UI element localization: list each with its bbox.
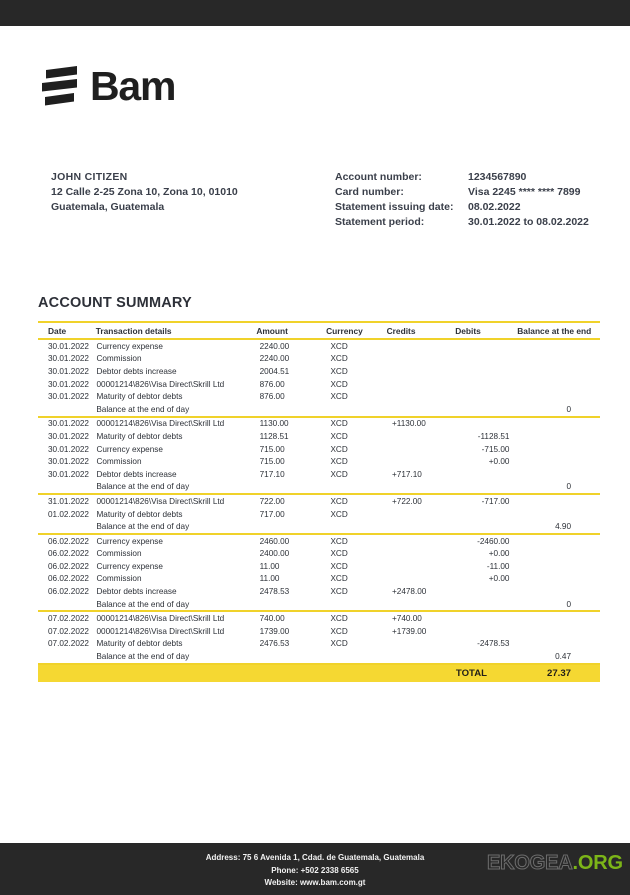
cell-currency: XCD — [330, 457, 348, 467]
cell-details: Commission — [96, 549, 142, 559]
end-of-day-label: Balance at the end of day — [96, 482, 190, 492]
cell-currency: XCD — [330, 366, 348, 376]
cell-date: 06.02.2022 — [48, 574, 89, 584]
cell-date: 07.02.2022 — [48, 626, 89, 636]
cell-amount: 1128.51 — [259, 431, 289, 441]
table-row — [38, 612, 600, 625]
cell-date: 30.01.2022 — [48, 379, 89, 389]
statement-period-label: Statement period: — [335, 215, 425, 228]
cell-debits: +0.00 — [488, 549, 510, 559]
cell-currency: XCD — [330, 536, 348, 546]
cell-details: Debtor debts increase — [96, 366, 177, 376]
cell-currency: XCD — [330, 509, 348, 519]
cell-amount: 715.00 — [259, 457, 285, 467]
cell-currency: XCD — [330, 419, 348, 429]
footer-phone: Phone: +502 2338 6565 — [271, 865, 359, 875]
end-of-day-balance: 0 — [566, 599, 571, 609]
cell-details: Debtor debts increase — [96, 587, 177, 597]
issuing-date-label: Statement issuing date: — [335, 200, 454, 213]
cell-amount: 740.00 — [259, 614, 285, 624]
column-header-credits: Credits — [386, 325, 416, 336]
cell-debits: -715.00 — [481, 444, 510, 454]
cell-amount: 1130.00 — [259, 419, 289, 429]
table-row — [38, 340, 600, 353]
cell-currency: XCD — [330, 639, 348, 649]
total-value: 27.37 — [546, 667, 571, 679]
bank-logo — [40, 63, 176, 110]
table-row — [38, 468, 600, 481]
table-row — [38, 365, 600, 378]
cell-debits: -11.00 — [486, 561, 510, 571]
cell-date: 30.01.2022 — [48, 419, 89, 429]
customer-address-line-2: Guatemala, Guatemala — [51, 200, 165, 213]
cell-currency: XCD — [330, 341, 348, 351]
cell-amount: 717.10 — [259, 469, 285, 479]
column-header-currency: Currency — [326, 325, 363, 336]
customer-address-line-1: 12 Calle 2-25 Zona 10, Zona 10, 01010 — [51, 185, 238, 198]
cell-details: Commission — [96, 457, 142, 467]
total-label: TOTAL — [455, 667, 487, 679]
table-row — [38, 430, 600, 443]
watermark-tld: .ORG — [572, 852, 623, 874]
cell-date: 30.01.2022 — [48, 366, 89, 376]
cell-amount: 2460.00 — [259, 536, 290, 546]
cell-currency: XCD — [330, 574, 348, 584]
end-of-day-label: Balance at the end of day — [96, 404, 190, 414]
cell-date: 06.02.2022 — [48, 561, 89, 571]
cell-amount: 1739.00 — [259, 626, 290, 636]
table-row — [38, 585, 600, 598]
cell-date: 06.02.2022 — [48, 587, 89, 597]
watermark — [487, 853, 623, 873]
end-of-day-row — [38, 598, 600, 611]
customer-block — [51, 170, 238, 215]
table-row — [38, 535, 600, 548]
cell-date: 30.01.2022 — [48, 354, 89, 364]
cell-date: 07.02.2022 — [48, 614, 89, 624]
cell-currency: XCD — [330, 354, 348, 364]
cell-details: Maturity of debtor debts — [96, 639, 183, 649]
cell-currency: XCD — [330, 431, 348, 441]
cell-currency: XCD — [330, 587, 348, 597]
cell-details: Maturity of debtor debts — [96, 431, 183, 441]
watermark-name: EKOGEA — [487, 852, 573, 874]
cell-credits: +1130.00 — [391, 419, 426, 429]
cell-details: 00001214\826\Visa Direct\Skrill Ltd — [96, 419, 225, 429]
cell-amount: 2478.53 — [259, 587, 290, 597]
cell-amount: 876.00 — [259, 379, 285, 389]
cell-currency: XCD — [330, 444, 348, 454]
cell-currency: XCD — [330, 549, 348, 559]
cell-amount: 2400.00 — [259, 549, 290, 559]
card-number-label: Card number: — [335, 185, 404, 198]
total-row — [38, 665, 600, 682]
account-summary-table — [38, 321, 600, 682]
column-header-details: Transaction details — [95, 325, 172, 336]
end-of-day-row — [38, 481, 600, 494]
column-header-amount: Amount — [256, 325, 288, 336]
cell-details: Commission — [96, 354, 142, 364]
table-row — [38, 495, 600, 508]
column-header-debits: Debits — [455, 325, 481, 336]
table-row — [38, 443, 600, 456]
cell-credits: +717.10 — [391, 469, 422, 479]
table-row — [38, 625, 600, 638]
issuing-date-value: 08.02.2022 — [468, 200, 521, 213]
end-of-day-balance: 0 — [566, 482, 571, 492]
cell-credits: +740.00 — [391, 614, 422, 624]
card-number-value: Visa 2245 **** **** 7899 — [468, 185, 581, 198]
cell-date: 30.01.2022 — [48, 392, 89, 402]
table-row — [38, 455, 600, 468]
cell-debits: -1128.51 — [477, 431, 510, 441]
footer-address: Address: 75 6 Avenida 1, Cdad. de Guatemala, Guatemala — [205, 853, 425, 862]
table-row — [38, 548, 600, 561]
cell-amount: 715.00 — [259, 444, 285, 454]
cell-details: 00001214\826\Visa Direct\Skrill Ltd — [96, 379, 225, 389]
statement-period-value: 30.01.2022 to 08.02.2022 — [468, 215, 589, 228]
cell-amount: 11.00 — [259, 574, 280, 584]
cell-amount: 2004.51 — [259, 366, 290, 376]
end-of-day-label: Balance at the end of day — [96, 599, 190, 609]
cell-credits: +1739.00 — [391, 626, 427, 636]
cell-details: Currency expense — [96, 536, 163, 546]
end-of-day-row — [38, 650, 600, 663]
cell-details: Maturity of debtor debts — [96, 392, 183, 402]
cell-debits: +0.00 — [488, 457, 510, 467]
cell-details: Currency expense — [96, 561, 163, 571]
cell-date: 01.02.2022 — [48, 509, 89, 519]
cell-amount: 876.00 — [259, 392, 285, 402]
table-row — [38, 508, 600, 521]
cell-date: 06.02.2022 — [48, 549, 89, 559]
cell-currency: XCD — [330, 561, 348, 571]
cell-credits: +2478.00 — [391, 587, 427, 597]
cell-details: 00001214\826\Visa Direct\Skrill Ltd — [96, 614, 225, 624]
cell-date: 07.02.2022 — [48, 639, 89, 649]
account-number-value: 1234567890 — [468, 171, 527, 183]
end-of-day-balance: 0.47 — [555, 652, 571, 662]
cell-currency: XCD — [330, 469, 348, 479]
customer-name: JOHN CITIZEN — [51, 171, 128, 183]
cell-currency: XCD — [330, 496, 348, 506]
cell-currency: XCD — [330, 392, 348, 402]
cell-date: 30.01.2022 — [48, 457, 89, 467]
account-number-label: Account number: — [335, 171, 422, 183]
cell-details: Commission — [96, 574, 142, 584]
table-row — [38, 378, 600, 391]
cell-details: Maturity of debtor debts — [96, 509, 183, 519]
page-title: ACCOUNT SUMMARY — [38, 295, 192, 311]
cell-date: 30.01.2022 — [48, 444, 89, 454]
cell-date: 06.02.2022 — [48, 536, 89, 546]
cell-currency: XCD — [330, 626, 348, 636]
cell-amount: 717.00 — [259, 509, 285, 519]
table-row — [38, 353, 600, 366]
account-info-block — [335, 170, 589, 230]
cell-details: Debtor debts increase — [96, 469, 177, 479]
cell-amount: 2240.00 — [259, 341, 290, 351]
end-of-day-label: Balance at the end of day — [96, 522, 190, 532]
table-row — [38, 638, 600, 651]
cell-amount: 2240.00 — [259, 354, 290, 364]
table-body — [38, 340, 600, 665]
cell-debits: -2478.53 — [477, 639, 510, 649]
table-row — [38, 573, 600, 586]
cell-date: 30.01.2022 — [48, 469, 89, 479]
cell-details: Currency expense — [96, 444, 163, 454]
cell-date: 31.01.2022 — [48, 496, 89, 506]
cell-currency: XCD — [330, 614, 348, 624]
cell-amount: 11.00 — [259, 561, 280, 571]
table-row — [38, 560, 600, 573]
cell-details: 00001214\826\Visa Direct\Skrill Ltd — [96, 496, 225, 506]
column-header-balance: Balance at the end — [517, 325, 592, 336]
cell-debits: -2460.00 — [477, 536, 510, 546]
bank-logo-text: Bam — [90, 63, 176, 109]
end-of-day-row — [38, 520, 600, 533]
table-row — [38, 390, 600, 403]
cell-details: 00001214\826\Visa Direct\Skrill Ltd — [96, 626, 225, 636]
cell-currency: XCD — [330, 379, 348, 389]
table-row — [38, 418, 600, 431]
table-header-row — [38, 323, 600, 338]
cell-credits: +722.00 — [391, 496, 422, 506]
end-of-day-row — [38, 403, 600, 416]
column-header-date: Date — [48, 325, 67, 336]
cell-amount: 722.00 — [259, 496, 285, 506]
cell-debits: +0.00 — [488, 574, 510, 584]
cell-date: 30.01.2022 — [48, 431, 89, 441]
end-of-day-label: Balance at the end of day — [96, 652, 190, 662]
cell-debits: -717.00 — [481, 496, 510, 506]
cell-amount: 2476.53 — [259, 639, 290, 649]
top-dark-band — [0, 0, 630, 26]
end-of-day-balance: 4.90 — [555, 522, 571, 532]
end-of-day-balance: 0 — [566, 404, 571, 414]
bam-stripes-logo-icon — [40, 66, 80, 110]
footer-website: Website: www.bam.com.gt — [264, 878, 366, 888]
cell-details: Currency expense — [96, 341, 163, 351]
cell-date: 30.01.2022 — [48, 341, 89, 351]
